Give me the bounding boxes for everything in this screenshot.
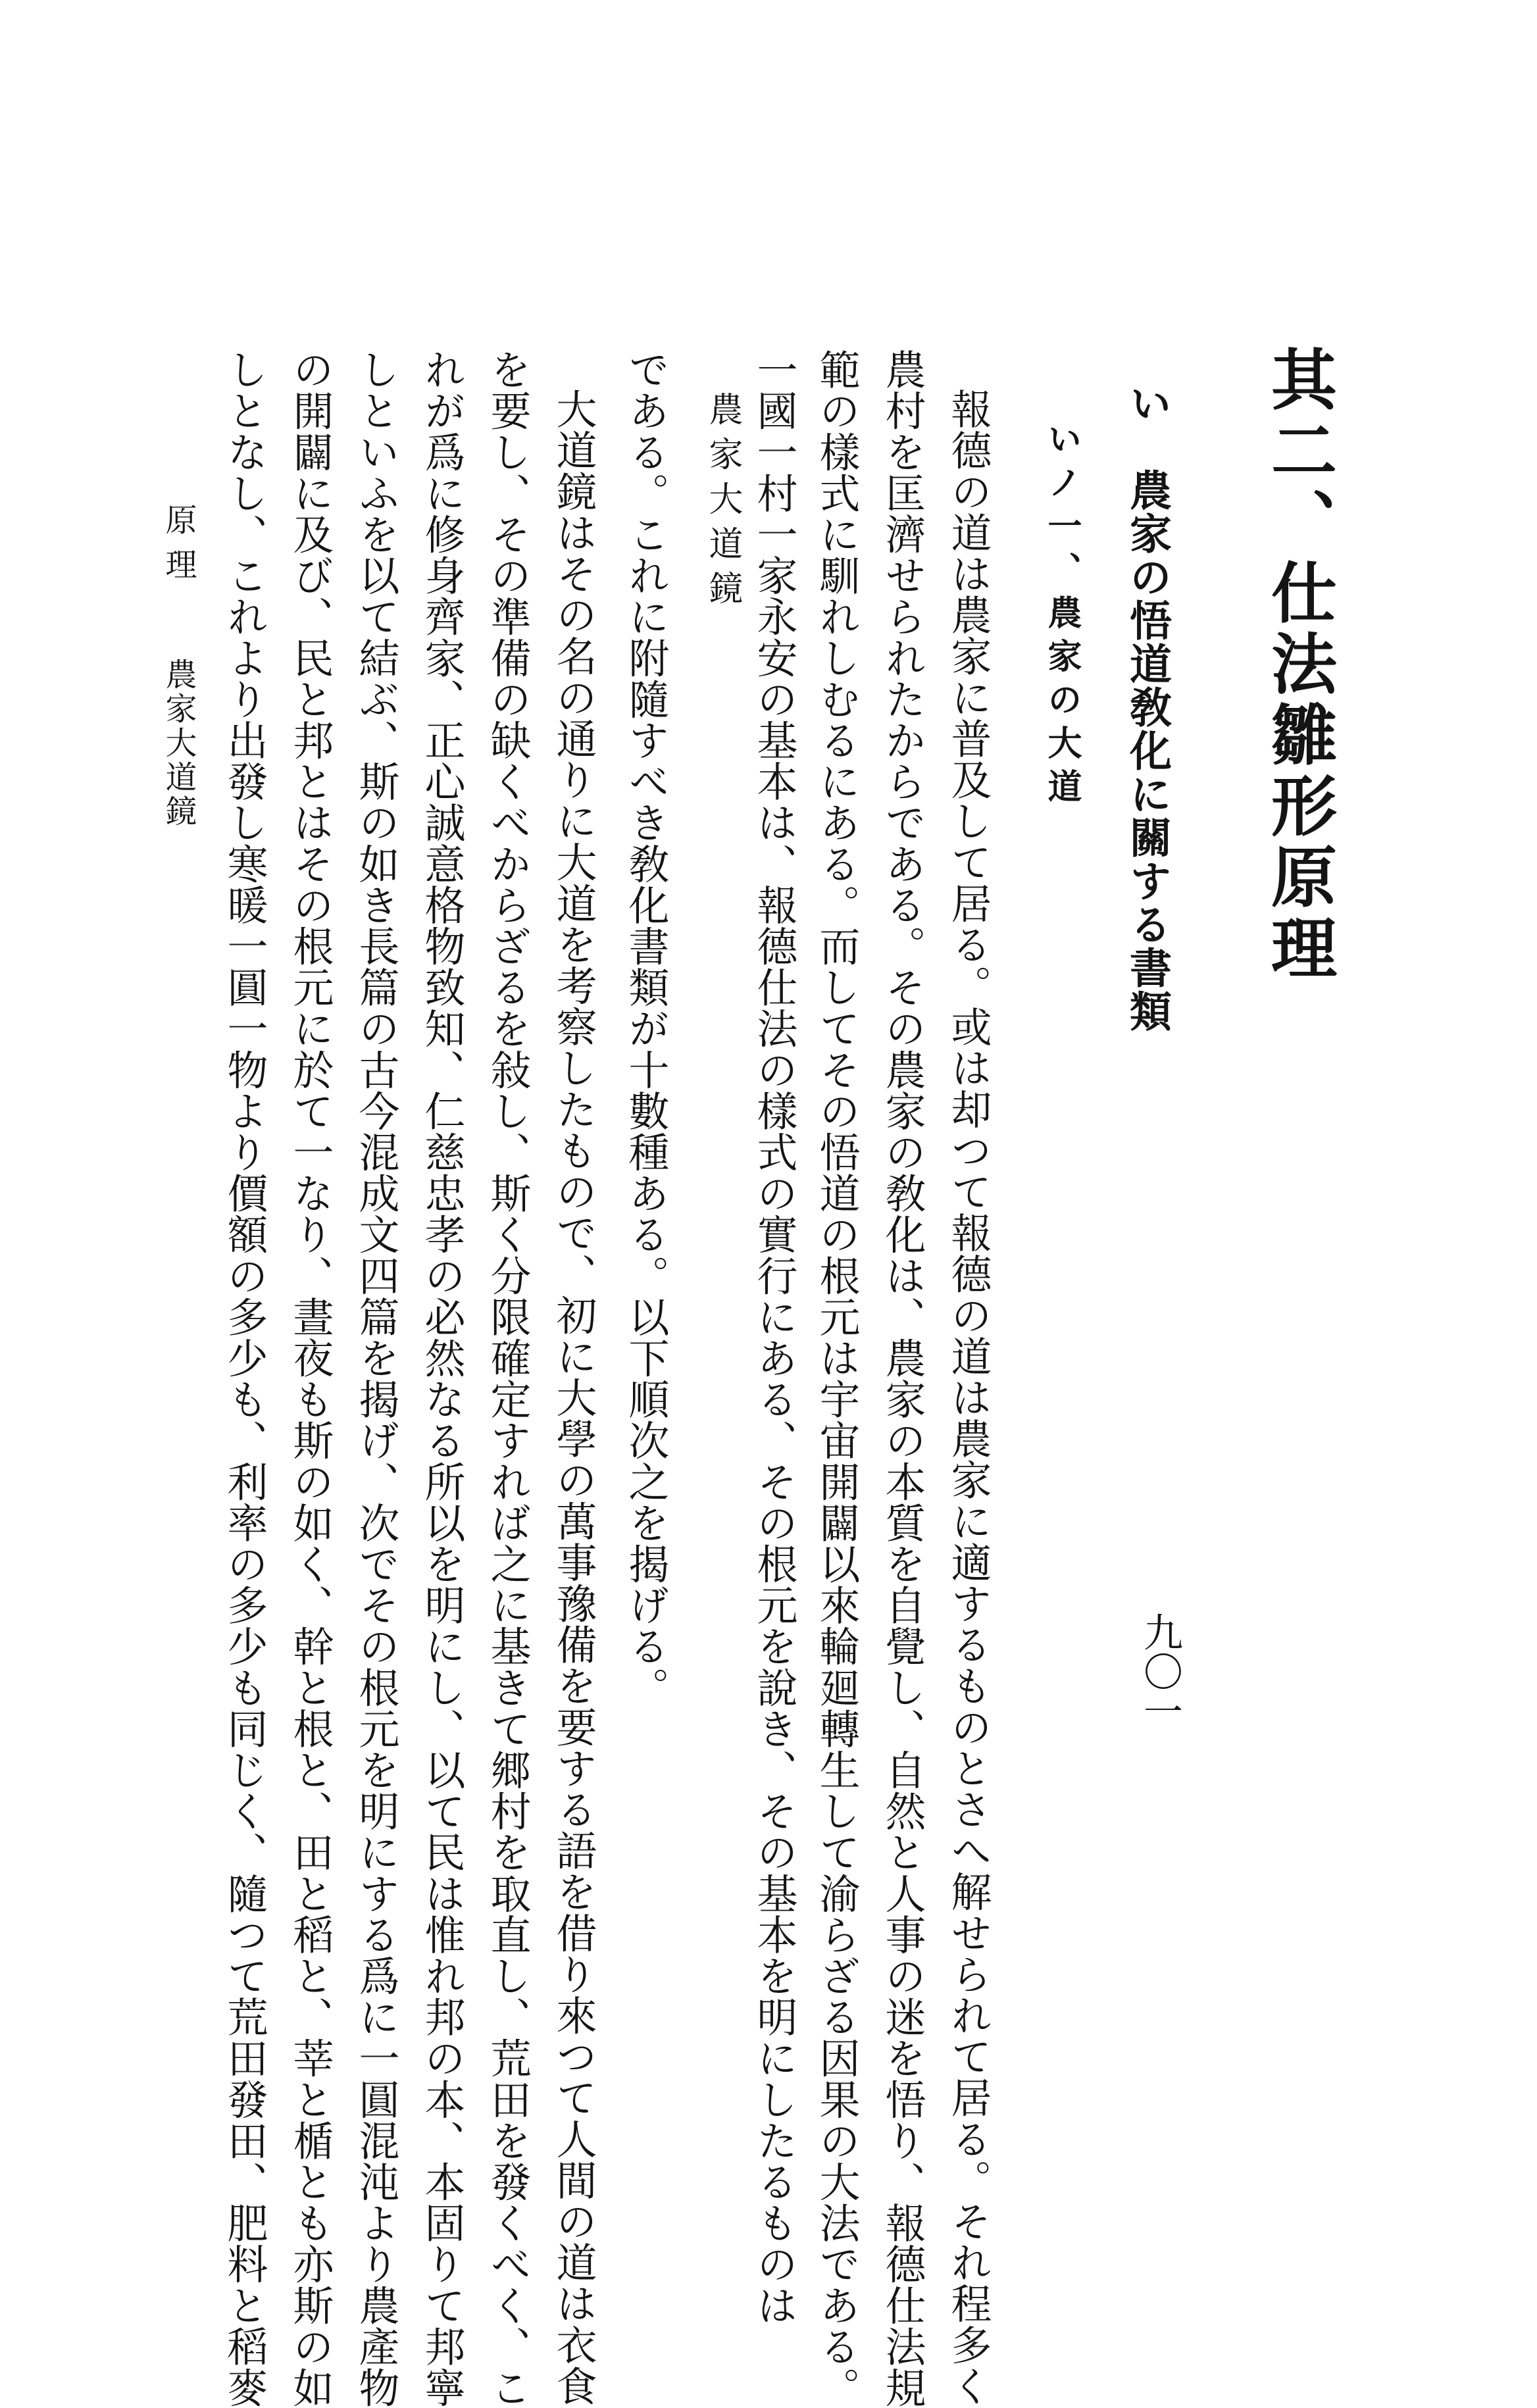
- paragraph-2-line-3: れが爲に修身齊家、正心誠意格物致知、仁慈忠孝の必然なる所以を明にし、以て民は惟れ邦の本、本固りて邦寧: [418, 349, 466, 2408]
- paragraph-1-line-5: である。これに附隨すべき敎化書類が十數種ある。以下順次之を揭げる。: [622, 349, 670, 1708]
- footer-running-title: 農家大道鏡: [160, 658, 197, 829]
- paragraph-2-line-1: 大道鏡はその名の通りに大道を考察したもので、初に大學の萬事豫備を要する語を借り來つて人間の道は衣食: [549, 388, 597, 2407]
- page-number: 九〇一: [1137, 1612, 1183, 1730]
- subsection-title: いノ一、農家の大道: [1042, 421, 1082, 812]
- paragraph-1-line-4: 一國一村一家永安の基本は、報德仕法の樣式の實行にある、その根元を說き、その基本を明にしたるものは: [750, 349, 798, 2326]
- chapter-title: 其二、仕法雛形原理: [1260, 345, 1338, 985]
- subsub-title: 農家大道鏡: [703, 391, 742, 615]
- paragraph-2-line-2: を要し、その準備の缺くべからざるを敍し、斯く分限確定すれば之に基きて郷村を取直し、荒田を發くべく、こ: [484, 349, 532, 2408]
- paragraph-2-line-4: しといふを以て結ぶ、斯の如き長篇の古今混成文四篇を揭げ、次でその根元を明にする爲に一圓混沌より農產物: [352, 349, 400, 2408]
- paragraph-1-line-3: 範の樣式に馴れしむるにある。而してその悟道の根元は宇宙開闢以來輪廻轉生して渝らざる因果の大法である。: [813, 349, 861, 2408]
- paragraph-1-line-1: 報德の道は農家に普及して居る。或は却つて報德の道は農家に適するものとさへ解せられて居る。それ程多く: [944, 388, 992, 2407]
- paragraph-2-line-6: しとなし、これより出發し寒暖一圓一物より價額の多少も、利率の多少も同じく、隨つて荒田發田、肥料と稻麥: [220, 349, 268, 2408]
- footer-section: 原理: [160, 503, 197, 593]
- paragraph-2-line-5: の開闢に及び、民と邦とはその根元に於て一なり、晝夜も斯の如く、幹と根と、田と稻と、莘と楯とも亦斯の如: [286, 349, 334, 2408]
- section-title: い 農家の悟道敎化に關する書類: [1122, 382, 1172, 1033]
- paragraph-1-line-2: 農村を匡濟せられたからである。その農家の敎化は、農家の本質を自覺し、自然と人事の迷を悟り、報德仕法規: [878, 349, 926, 2408]
